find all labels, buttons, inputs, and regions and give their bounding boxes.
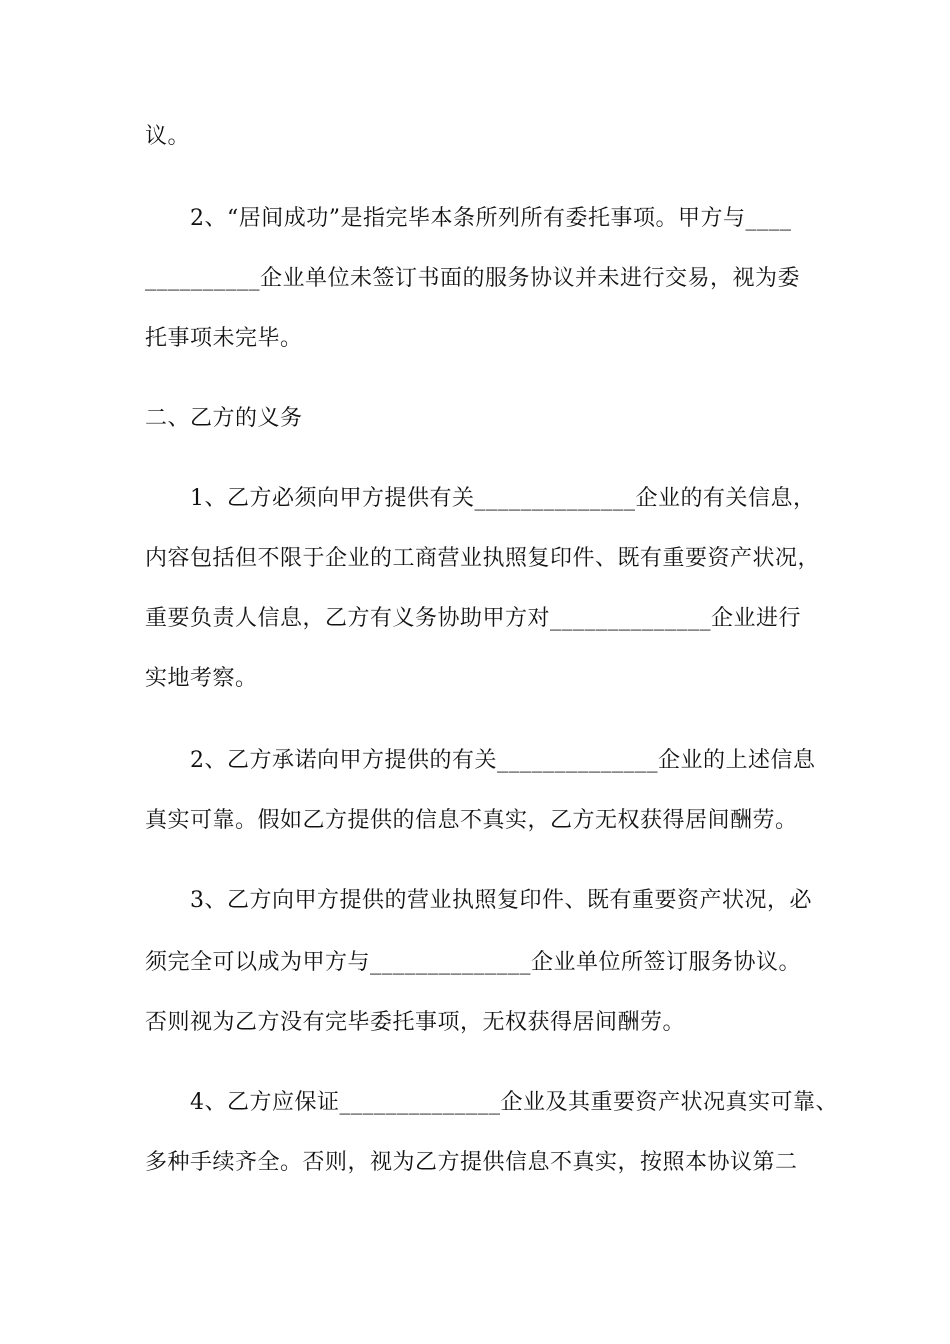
duty-1-line-3: 重要负责人信息，乙方有义务协助甲方对______________企业进行 [145, 606, 802, 631]
duty-4-line-2: 多种手续齐全。否则，视为乙方提供信息不真实，按照本协议第二 [145, 1150, 798, 1175]
clause-2-line-2: __________企业单位未签订书面的服务协议并未进行交易，视为委 [145, 266, 801, 291]
duty-3-line-2: 须完全可以成为甲方与______________企业单位所签订服务协议。 [145, 950, 802, 975]
duty-4-line-1: 4、乙方应保证______________企业及其重要资产状况真实可靠、 [190, 1090, 838, 1115]
duty-1-line-4: 实地考察。 [145, 666, 258, 691]
duty-1-line-1: 1、乙方必须向甲方提供有关______________企业的有关信息， [190, 486, 816, 511]
duty-3-line-1: 3、乙方向甲方提供的营业执照复印件、既有重要资产状况，必 [190, 888, 812, 913]
text-line: 议。 [145, 124, 191, 149]
clause-2-line-3: 托事项未完毕。 [145, 326, 303, 351]
duty-2-line-2: 真实可靠。假如乙方提供的信息不真实，乙方无权获得居间酬劳。 [145, 808, 798, 833]
clause-2-line-1: 2、“居间成功”是指完毕本条所列所有委托事项。甲方与____ [190, 206, 792, 231]
duty-2-line-1: 2、乙方承诺向甲方提供的有关______________企业的上述信息 [190, 748, 816, 773]
duty-3-line-3: 否则视为乙方没有完毕委托事项，无权获得居间酬劳。 [145, 1010, 686, 1035]
section-heading: 二、乙方的义务 [145, 406, 303, 431]
duty-1-line-2: 内容包括但不限于企业的工商营业执照复印件、既有重要资产状况， [145, 546, 821, 571]
